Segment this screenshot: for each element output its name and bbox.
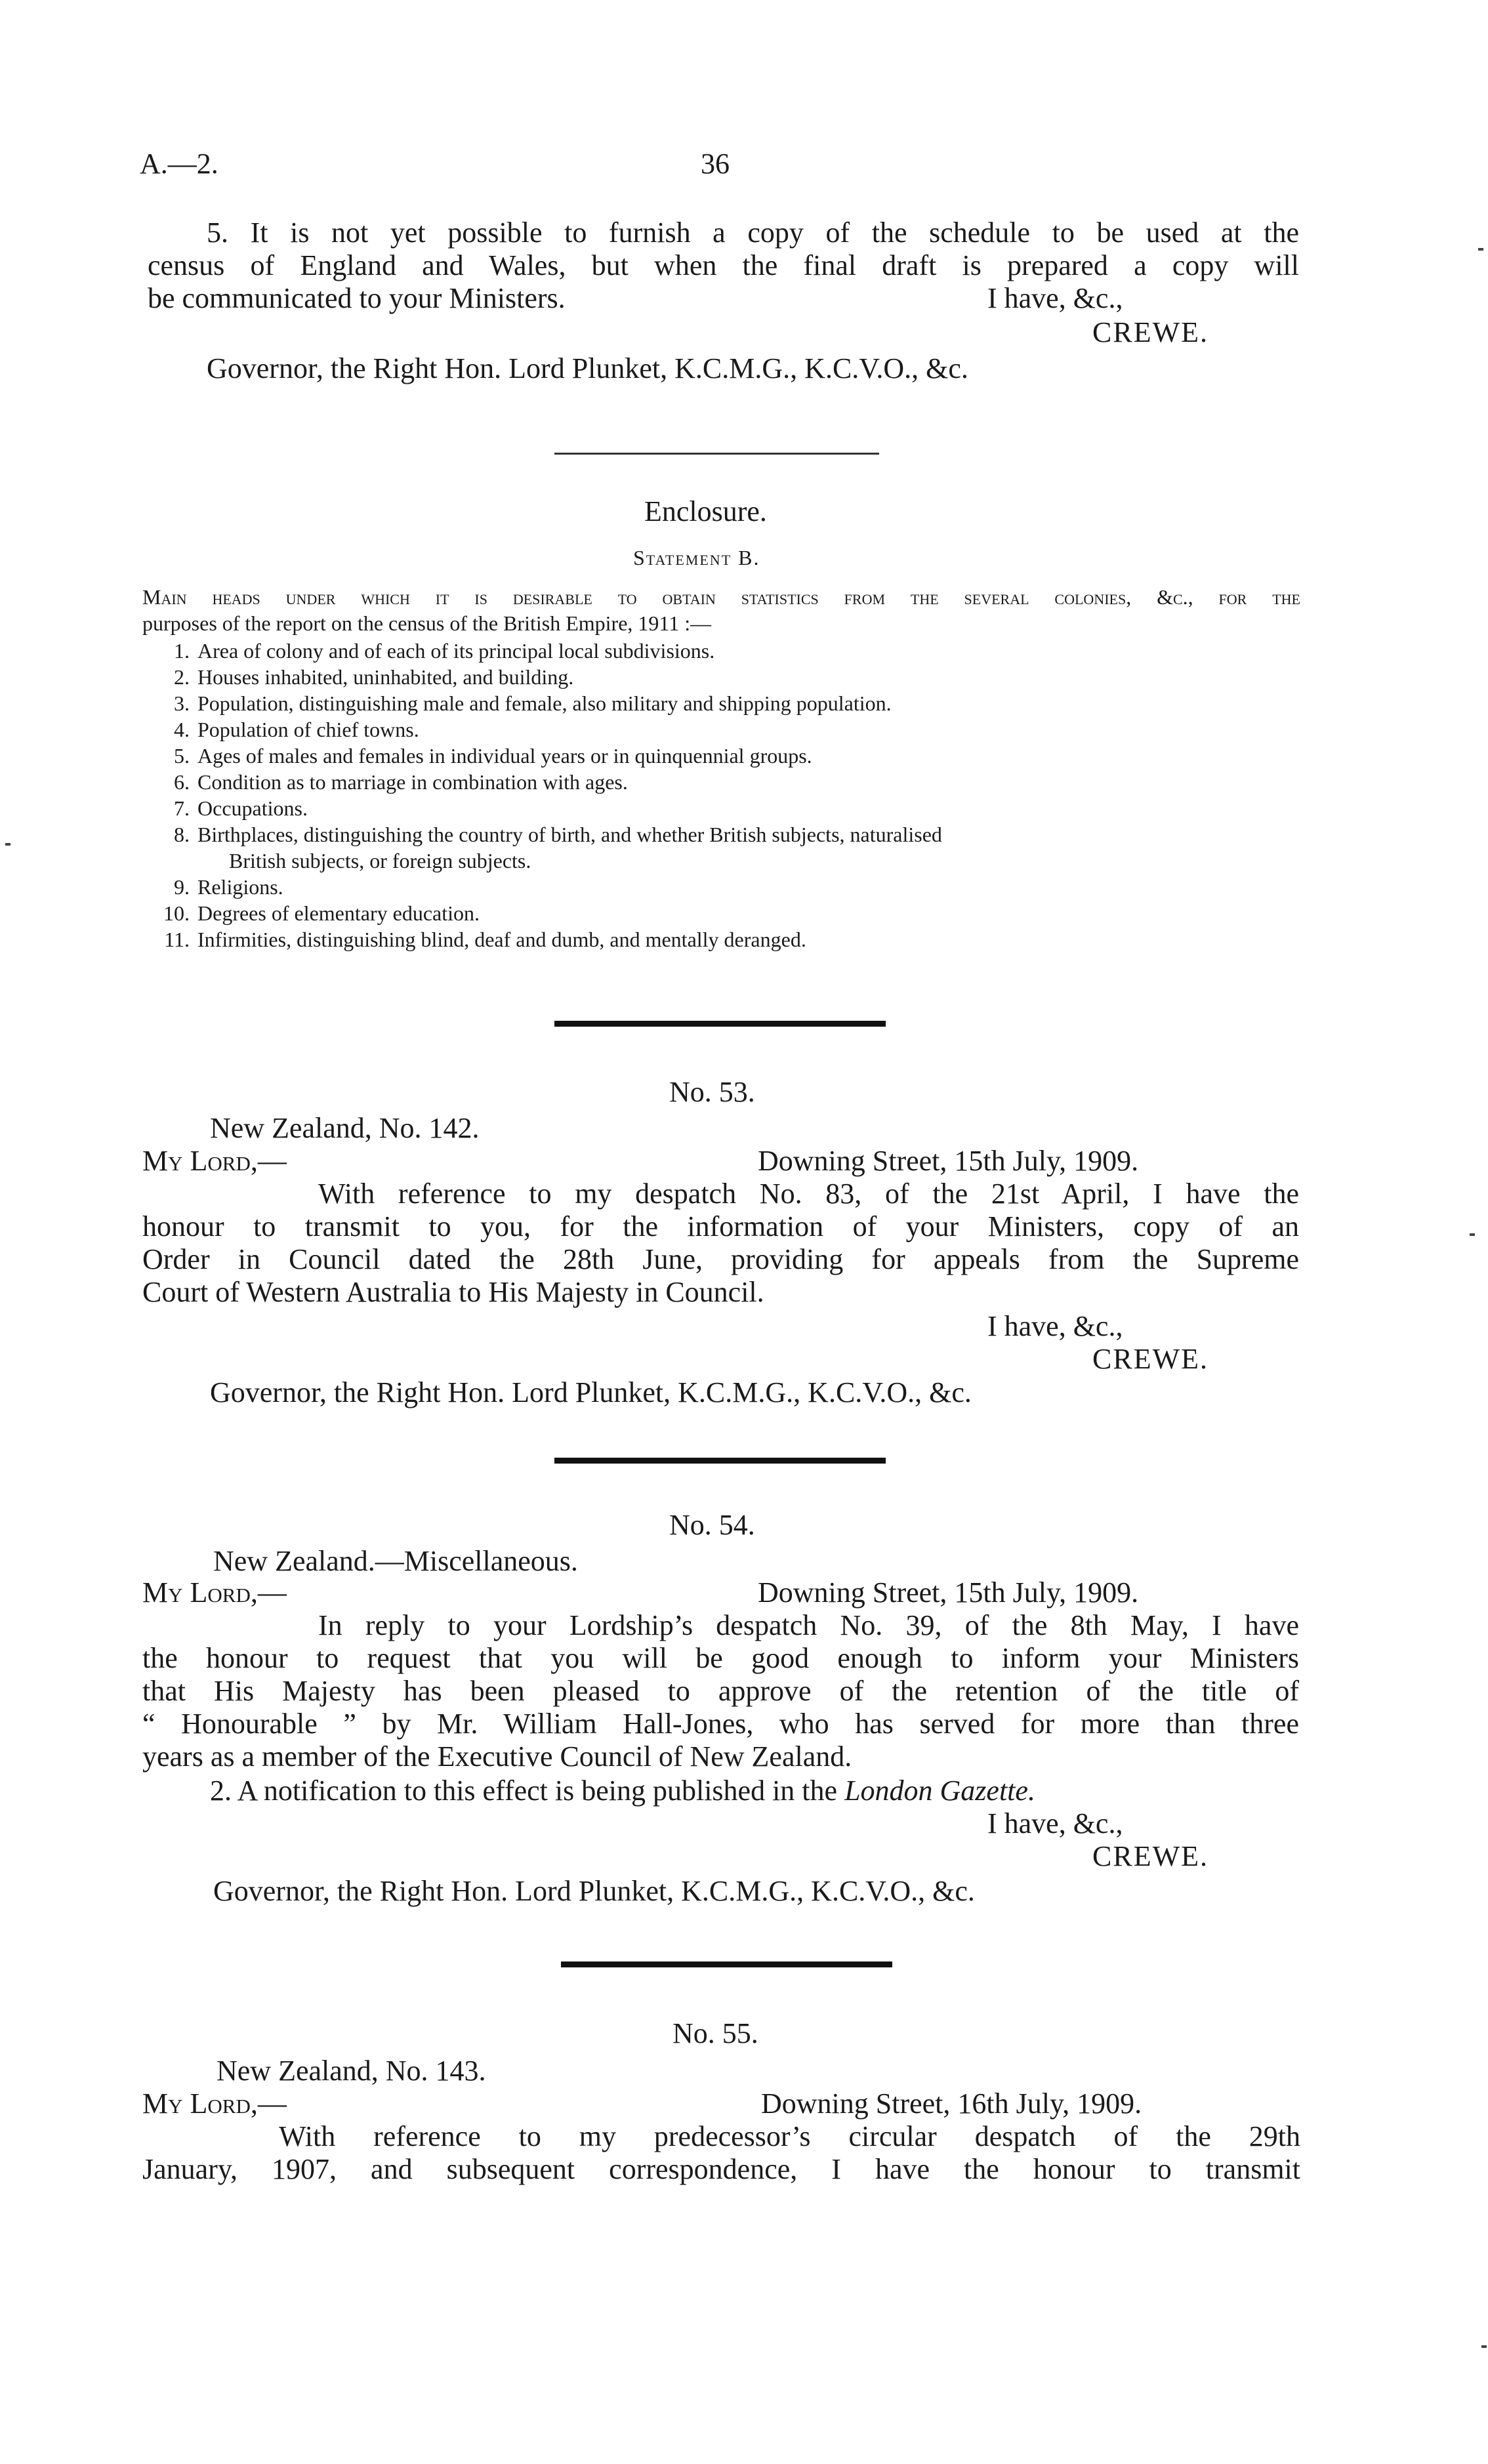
top-address: Governor, the Right Hon. Lord Plunket, K.C.M.G., K.C.V.O., &c. [207, 352, 968, 384]
list-item: 9. Religions. [174, 875, 283, 899]
statement-title: Statement B. [633, 546, 760, 569]
despatch-54-line-4: “ Honourable ” by Mr. William Hall-Jones, who has served for more than three [142, 1708, 1299, 1740]
enclosure-title: Enclosure. [644, 495, 767, 527]
scan-mark [1470, 1233, 1475, 1236]
despatch-55-line-1: With reference to my predecessor’s circular despatch of the 29th [279, 2120, 1300, 2152]
list-item: 5. Ages of males and females in individual years or in quinquennial groups. [174, 744, 812, 768]
scan-mark [1481, 2345, 1487, 2348]
separator-rule [554, 1458, 886, 1464]
list-item: 6. Condition as to marriage in combination with ages. [174, 770, 628, 794]
list-item: British subjects, or foreign subjects. [229, 849, 531, 873]
list-item: 11. Infirmities, distinguishing blind, deaf and dumb, and mentally deranged. [164, 928, 806, 951]
despatch-54-dateline: Downing Street, 15th July, 1909. [758, 1576, 1139, 1609]
despatch-54-signature: CREWE. [1092, 1840, 1209, 1872]
scan-mark [5, 843, 10, 846]
list-item: 1. Area of colony and of each of its principal local subdivisions. [174, 639, 715, 663]
despatch-54-para-2: 2. A notification to this effect is being published in the London Gazette. [210, 1775, 1035, 1807]
list-item: 4. Population of chief towns. [174, 718, 419, 741]
page-number: 36 [701, 148, 730, 180]
top-signature: CREWE. [1092, 316, 1209, 348]
list-item: 7. Occupations. [174, 796, 308, 820]
despatch-53-number: No. 53. [669, 1076, 755, 1108]
despatch-53-closing: I have, &c., [987, 1310, 1123, 1342]
list-item: 3. Population, distinguishing male and female, also military and shipping population. [174, 691, 892, 715]
enclosure-intro-line-1: Main heads under which it is desirable to obtain statistics from the several colonies, &c., for the [142, 585, 1300, 609]
separator-rule [554, 1021, 886, 1027]
despatch-55-dateline: Downing Street, 16th July, 1909. [761, 2087, 1142, 2120]
despatch-54-closing: I have, &c., [987, 1807, 1123, 1839]
despatch-53-line-1: With reference to my despatch No. 83, of the 21st April, I have the [318, 1178, 1299, 1210]
enclosure-intro-line-2: purposes of the report on the census of the British Empire, 1911 :— [142, 611, 712, 635]
separator-rule [561, 1961, 892, 1967]
list-item: 2. Houses inhabited, uninhabited, and building. [174, 665, 574, 689]
document-reference: A.—2. [140, 148, 218, 180]
scan-mark [1478, 248, 1483, 251]
list-item: 8. Birthplaces, distinguishing the country of birth, and whether British subjects, naturalised [174, 823, 942, 846]
despatch-54-number: No. 54. [669, 1509, 755, 1541]
despatch-55-number: No. 55. [672, 2017, 758, 2049]
despatch-53-line-4: Court of Western Australia to His Majesty in Council. [142, 1276, 764, 1308]
despatch-55-reference: New Zealand, No. 143. [217, 2055, 486, 2087]
despatch-54-address: Governor, the Right Hon. Lord Plunket, K.C.M.G., K.C.V.O., &c. [213, 1875, 975, 1907]
top-line-1: 5. It is not yet possible to furnish a copy of the schedule to be used at the [207, 216, 1299, 249]
despatch-53-reference: New Zealand, No. 142. [210, 1112, 480, 1144]
top-closing: I have, &c., [987, 282, 1123, 314]
top-line-3: be communicated to your Ministers. [148, 282, 566, 314]
despatch-54-line-3: that His Majesty has been pleased to approve of the retention of the title of [142, 1675, 1299, 1707]
despatch-53-line-2: honour to transmit to you, for the information of your Ministers, copy of an [142, 1210, 1299, 1242]
despatch-54-line-2: the honour to request that you will be good enough to inform your Ministers [142, 1642, 1299, 1674]
despatch-53-address: Governor, the Right Hon. Lord Plunket, K.C.M.G., K.C.V.O., &c. [210, 1376, 972, 1408]
despatch-54-line-1: In reply to your Lordship’s despatch No. 39, of the 8th May, I have [318, 1609, 1299, 1641]
despatch-55-salutation: My Lord,— [142, 2087, 287, 2120]
despatch-53-salutation: My Lord,— [142, 1145, 287, 1177]
despatch-54-line-5: years as a member of the Executive Council of New Zealand. [142, 1740, 852, 1773]
list-item: 10. Degrees of elementary education. [163, 901, 480, 925]
despatch-55-line-2: January, 1907, and subsequent correspondence, I have the honour to transmit [142, 2153, 1300, 2185]
despatch-53-line-3: Order in Council dated the 28th June, providing for appeals from the Supreme [142, 1243, 1299, 1275]
despatch-54-salutation: My Lord,— [142, 1576, 287, 1609]
top-line-2: census of England and Wales, but when the final draft is prepared a copy will [148, 249, 1299, 281]
separator-rule [554, 453, 879, 455]
despatch-53-signature: CREWE. [1092, 1343, 1209, 1375]
despatch-53-dateline: Downing Street, 15th July, 1909. [758, 1145, 1139, 1177]
despatch-54-reference: New Zealand.—Miscellaneous. [213, 1545, 578, 1577]
gazette-title: London Gazette. [844, 1775, 1035, 1807]
